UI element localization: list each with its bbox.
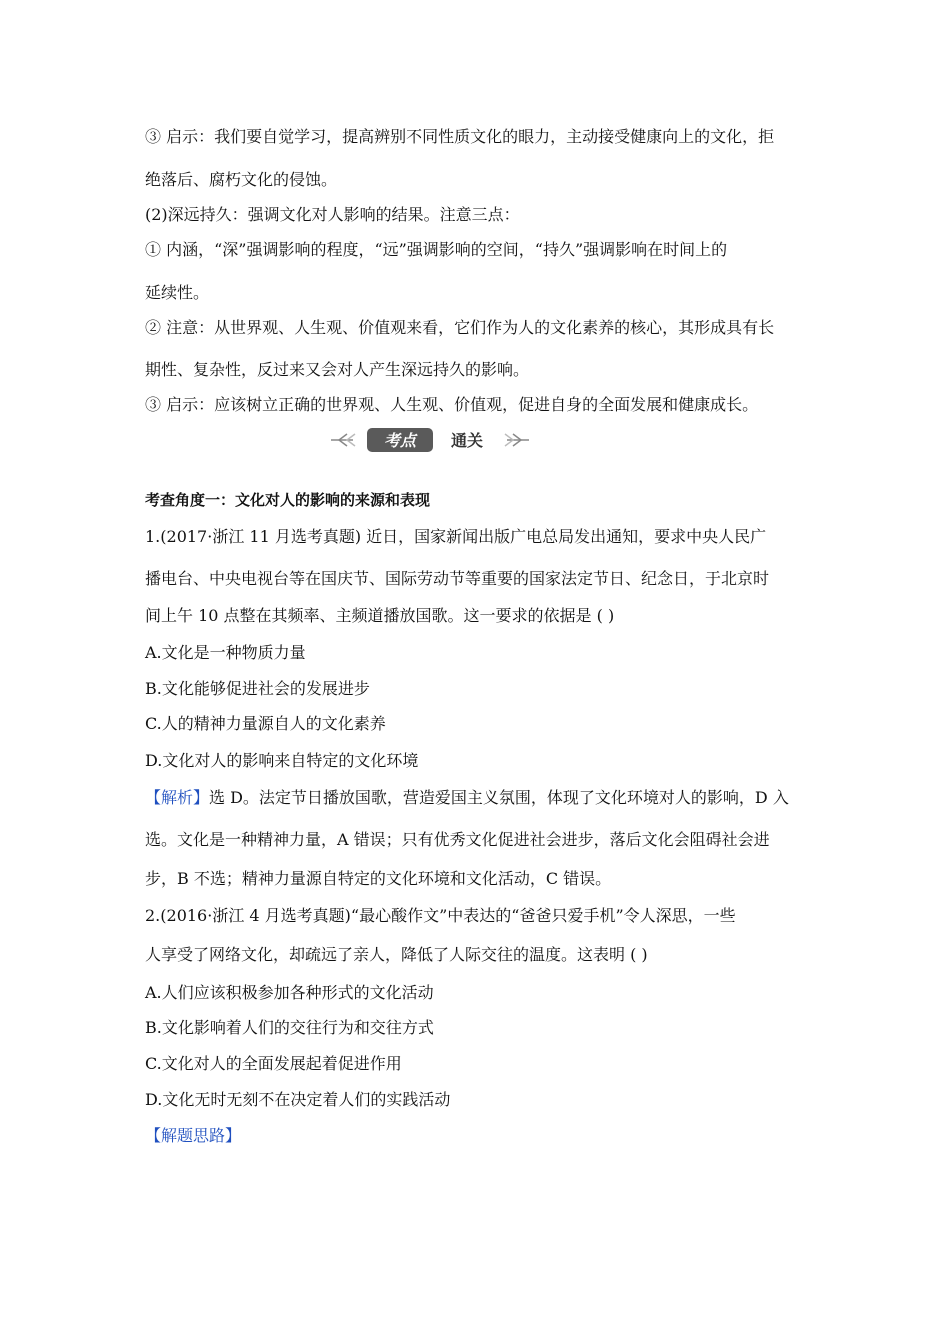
kaodian-tongguan-banner [325, 425, 535, 455]
question1-line: 间上午 10 点整在其频率、主频道播放国歌。这一要求的依据是 ( ) [145, 606, 615, 625]
paragraph-line: ② 注意：从世界观、人生观、价值观来看，它们作为人的文化素养的核心，其形成具有长 [145, 318, 775, 337]
banner-part1: 考点 [383, 431, 417, 450]
paragraph-line: 延续性。 [145, 283, 210, 302]
question2-option-c: C.文化对人的全面发展起着促进作用 [145, 1054, 402, 1073]
analysis-line: 步，B 不选；精神力量源自特定的文化环境和文化活动，C 错误。 [145, 869, 612, 888]
paragraph-line: 绝落后、腐朽文化的侵蚀。 [145, 170, 338, 189]
analysis-line [145, 788, 789, 808]
question1-line: 1.(2017·浙江 11 月选考真题) 近日，国家新闻出版广电总局发出通知，要求中央人民广 [145, 527, 767, 546]
subheading-deep-lasting: (2)深远持久：强调文化对人影响的结果。注意三点： [145, 205, 520, 224]
question1-line: 播电台、中央电视台等在国庆节、国际劳动节等重要的国家法定节日、纪念日，于北京时 [145, 569, 770, 588]
paragraph-line: ③ 启示：应该树立正确的世界观、人生观、价值观，促进自身的全面发展和健康成长。 [145, 395, 759, 414]
question1-option-c: C.人的精神力量源自人的文化素养 [145, 714, 386, 733]
question1-option-a: A.文化是一种物质力量 [145, 643, 306, 662]
question2-line: 2.(2016·浙江 4 月选考真题)“最心酸作文”中表达的“爸爸只爱手机”令人深思，一些 [145, 906, 736, 925]
question1-option-d: D.文化对人的影响来自特定的文化环境 [145, 751, 419, 770]
question2-option-d: D.文化无时无刻不在决定着人们的实践活动 [145, 1090, 451, 1109]
paragraph-line: 期性、复杂性，反过来又会对人产生深远持久的影响。 [145, 360, 530, 379]
angle-heading: 考查角度一：文化对人的影响的来源和表现 [145, 491, 431, 509]
question2-option-a: A.人们应该积极参加各种形式的文化活动 [145, 983, 434, 1002]
question1-option-b: B.文化能够促进社会的发展进步 [145, 679, 370, 698]
paragraph-line: ① 内涵，“深”强调影响的程度，“远”强调影响的空间，“持久”强调影响在时间上的 [145, 240, 728, 259]
analysis-tag: 【解析】 [145, 788, 210, 807]
thinking-tag: 【解题思路】 [145, 1126, 242, 1145]
analysis-text: 选 D。法定节日播放国歌，营造爱国主义氛围，体现了文化环境对人的影响，D 入 [209, 788, 789, 807]
banner-part2: 通关 [450, 431, 484, 450]
paragraph-line: ③ 启示：我们要自觉学习，提高辨别不同性质文化的眼力，主动接受健康向上的文化，拒 [145, 127, 775, 146]
question2-line: 人享受了网络文化，却疏远了亲人，降低了人际交往的温度。这表明 ( ) [145, 945, 648, 964]
question2-option-b: B.文化影响着人们的交往行为和交往方式 [145, 1018, 434, 1037]
analysis-line: 选。文化是一种精神力量，A 错误；只有优秀文化促进社会进步，落后文化会阻碍社会进 [145, 830, 770, 849]
